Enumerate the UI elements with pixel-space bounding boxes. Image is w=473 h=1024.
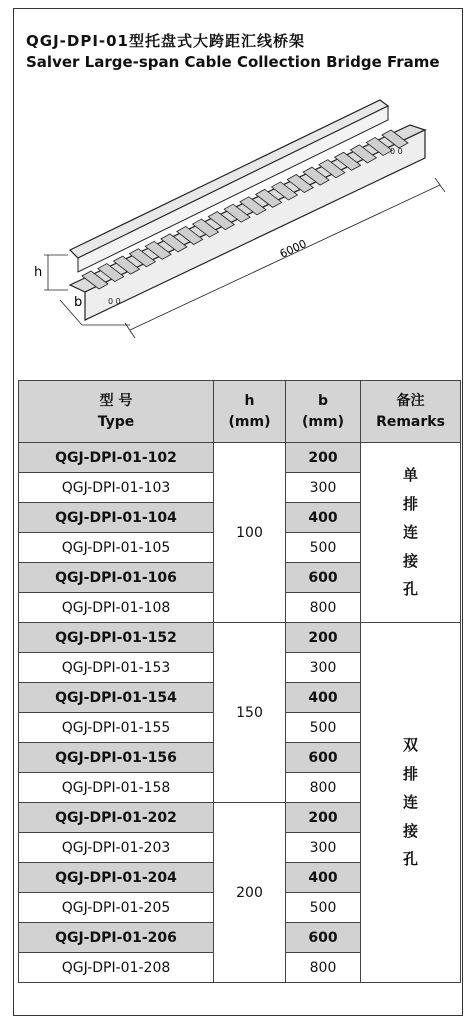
type-cell: QGJ-DPI-01-106 <box>19 563 214 593</box>
b-cell: 200 <box>286 443 361 473</box>
type-cell: QGJ-DPI-01-208 <box>19 953 214 983</box>
header-type: 型 号 Type <box>19 381 214 443</box>
h-value-cell: 150 <box>214 623 286 803</box>
type-cell: QGJ-DPI-01-155 <box>19 713 214 743</box>
b-cell: 800 <box>286 593 361 623</box>
b-cell: 600 <box>286 923 361 953</box>
table-row <box>19 443 461 473</box>
b-cell: 300 <box>286 653 361 683</box>
b-cell: 300 <box>286 833 361 863</box>
title-english: Salver Large-span Cable Collection Bridge Frame <box>26 53 440 71</box>
type-cell: QGJ-DPI-01-103 <box>19 473 214 503</box>
title-chinese: QGJ-DPI-01型托盘式大跨距汇线桥架 <box>26 32 305 50</box>
table-header-row <box>19 381 461 443</box>
header-remarks: 备注 Remarks <box>361 381 461 443</box>
type-cell: QGJ-DPI-01-102 <box>19 443 214 473</box>
b-dimension-label: b <box>74 295 83 310</box>
table-row <box>19 623 461 653</box>
b-cell: 800 <box>286 953 361 983</box>
b-cell: 300 <box>286 473 361 503</box>
type-cell: QGJ-DPI-01-152 <box>19 623 214 653</box>
type-cell: QGJ-DPI-01-108 <box>19 593 214 623</box>
b-cell: 200 <box>286 803 361 833</box>
cable-tray-diagram <box>20 80 460 380</box>
b-cell: 400 <box>286 683 361 713</box>
svg-text:0 0: 0 0 <box>108 297 121 306</box>
type-cell: QGJ-DPI-01-203 <box>19 833 214 863</box>
type-cell: QGJ-DPI-01-206 <box>19 923 214 953</box>
type-cell: QGJ-DPI-01-105 <box>19 533 214 563</box>
header-b: b (mm) <box>286 381 361 443</box>
type-cell: QGJ-DPI-01-153 <box>19 653 214 683</box>
b-cell: 600 <box>286 743 361 773</box>
b-cell: 600 <box>286 563 361 593</box>
type-cell: QGJ-DPI-01-205 <box>19 893 214 923</box>
type-cell: QGJ-DPI-01-154 <box>19 683 214 713</box>
h-value-cell: 100 <box>214 443 286 623</box>
b-cell: 200 <box>286 623 361 653</box>
type-cell: QGJ-DPI-01-202 <box>19 803 214 833</box>
type-cell: QGJ-DPI-01-104 <box>19 503 214 533</box>
b-cell: 500 <box>286 713 361 743</box>
header-h: h (mm) <box>214 381 286 443</box>
b-cell: 500 <box>286 893 361 923</box>
type-cell: QGJ-DPI-01-204 <box>19 863 214 893</box>
type-cell: QGJ-DPI-01-156 <box>19 743 214 773</box>
b-cell: 400 <box>286 863 361 893</box>
b-cell: 500 <box>286 533 361 563</box>
b-cell: 800 <box>286 773 361 803</box>
type-cell: QGJ-DPI-01-158 <box>19 773 214 803</box>
spec-table <box>18 380 461 983</box>
b-cell: 400 <box>286 503 361 533</box>
length-dimension-label: 6000 <box>277 237 309 261</box>
remark-single-cell: 单排连接孔 <box>361 443 461 623</box>
remark-double-cell: 双排连接孔 <box>361 623 461 983</box>
h-value-cell: 200 <box>214 803 286 983</box>
svg-text:0 0: 0 0 <box>390 147 403 156</box>
h-dimension-label: h <box>34 265 43 280</box>
